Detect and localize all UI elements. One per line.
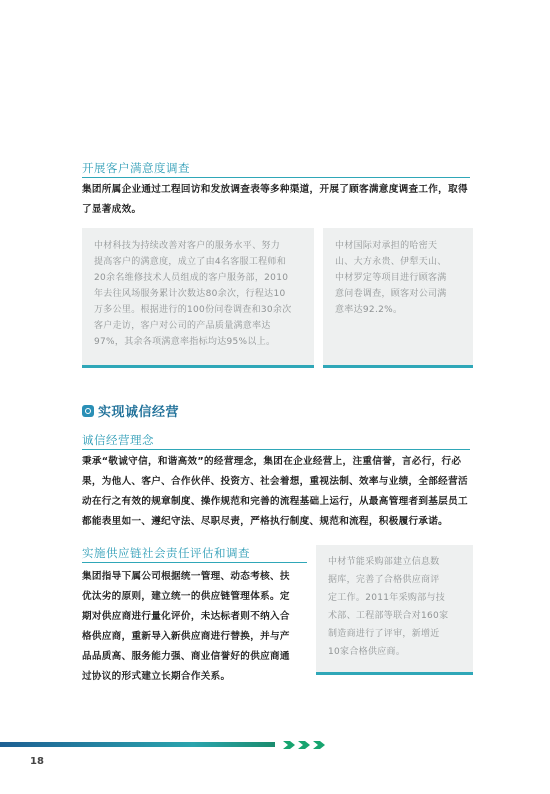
box-line: 中材罗定等项目进行顾客满 [335, 273, 447, 283]
body-line: 格供应商，重新导入新供应商进行替换，并与产 [82, 631, 290, 642]
section-divider [82, 177, 470, 178]
page-number: 18 [30, 756, 44, 767]
section2-body [82, 452, 482, 532]
heading-text: 实现诚信经营 [98, 405, 180, 420]
target-icon [82, 405, 94, 417]
body-line: 动在行之有效的规章制度、操作规范和完善的流程基础上运行，从最高管理者到基层员工 [82, 496, 468, 507]
body-line: 过协议的形式建立长期合作关系。 [82, 671, 231, 682]
body-line: 了显著成效。 [82, 204, 142, 215]
section-divider [82, 449, 470, 450]
box-line: 定工作。2011年采购部与技 [328, 593, 446, 603]
body-line: 集团指导下属公司根据统一管理、动态考核、扶 [82, 571, 290, 582]
case-box-sinoma-tech [82, 228, 314, 368]
box-line: 提高客户的满意度，成立了由4名客服工程师和 [94, 257, 287, 267]
section-divider [82, 562, 307, 563]
case-box-sinoma-international [323, 228, 473, 368]
chevron-right-icon [283, 741, 297, 749]
box-line: 中材节能采购部建立信息数 [328, 557, 440, 567]
box-line: 客户走访，客户对公司的产品质量满意率达 [94, 321, 271, 331]
body-line: 期对供应商进行量化评价，未达标者则不纳入合 [82, 611, 290, 622]
case-box-sinoma-energy [316, 545, 473, 675]
box-line: 术部、工程部等联合对160家 [328, 611, 449, 621]
box-line: 意率达92.2%。 [335, 305, 403, 315]
chevron-right-icon [313, 741, 327, 749]
body-line: 都能表里如一、遵纪守法、尽职尽责，严格执行制度、规范和流程，积极履行承诺。 [82, 516, 449, 527]
body-line: 品品质高、服务能力强、商业信誉好的供应商通 [82, 651, 290, 662]
box-line: 意问卷调查，顾客对公司满 [335, 289, 447, 299]
footer-bar [0, 742, 275, 747]
body-line: 集团所属企业通过工程回访和发放调查表等多种渠道，开展了顾客满意度调查工作，取得 [82, 184, 468, 195]
section-title-integrity-philosophy: 诚信经营理念 [82, 433, 154, 447]
section-title-customer-satisfaction: 开展客户满意度调查 [82, 161, 190, 175]
box-line: 10家合格供应商。 [328, 647, 406, 657]
heading-integrity-operation [82, 401, 179, 420]
chevron-right-icon [298, 741, 312, 749]
box-line: 万多公里。根据进行的100份问卷调查和30余次 [94, 305, 292, 315]
section-title-supply-chain: 实施供应链社会责任评估和调查 [82, 546, 250, 560]
box-line: 年去往风场服务累计次数达80余次，行程达10 [94, 289, 286, 299]
section1-body [82, 180, 482, 220]
box-line: 97%，其余各项满意率指标均达95%以上。 [94, 337, 276, 347]
body-line: 果，为他人、客户、合作伙伴、投资方、社会着想，重视法制、效率与业绩，全部经营活 [82, 476, 468, 487]
box-line: 制造商进行了评审，新增近 [328, 629, 440, 639]
section3-body [82, 567, 307, 687]
box-line: 中材科技为持续改善对客户的服务水平、努力 [94, 241, 281, 251]
box-line: 20余名维修技术人员组成的客户服务部，2010 [94, 273, 289, 283]
box-line: 据库，完善了合格供应商评 [328, 575, 440, 585]
body-line: 优汰劣的原则，建立统一的供应链管理体系。定 [82, 591, 290, 602]
box-line: 山、大方永贵、伊犁天山、 [335, 257, 447, 267]
box-line: 中材国际对承担的哈密天 [335, 241, 438, 251]
body-line: 秉承“敬诚守信，和谐高效”的经营理念，集团在企业经营上，注重信誉，言必行，行必 [82, 456, 462, 467]
